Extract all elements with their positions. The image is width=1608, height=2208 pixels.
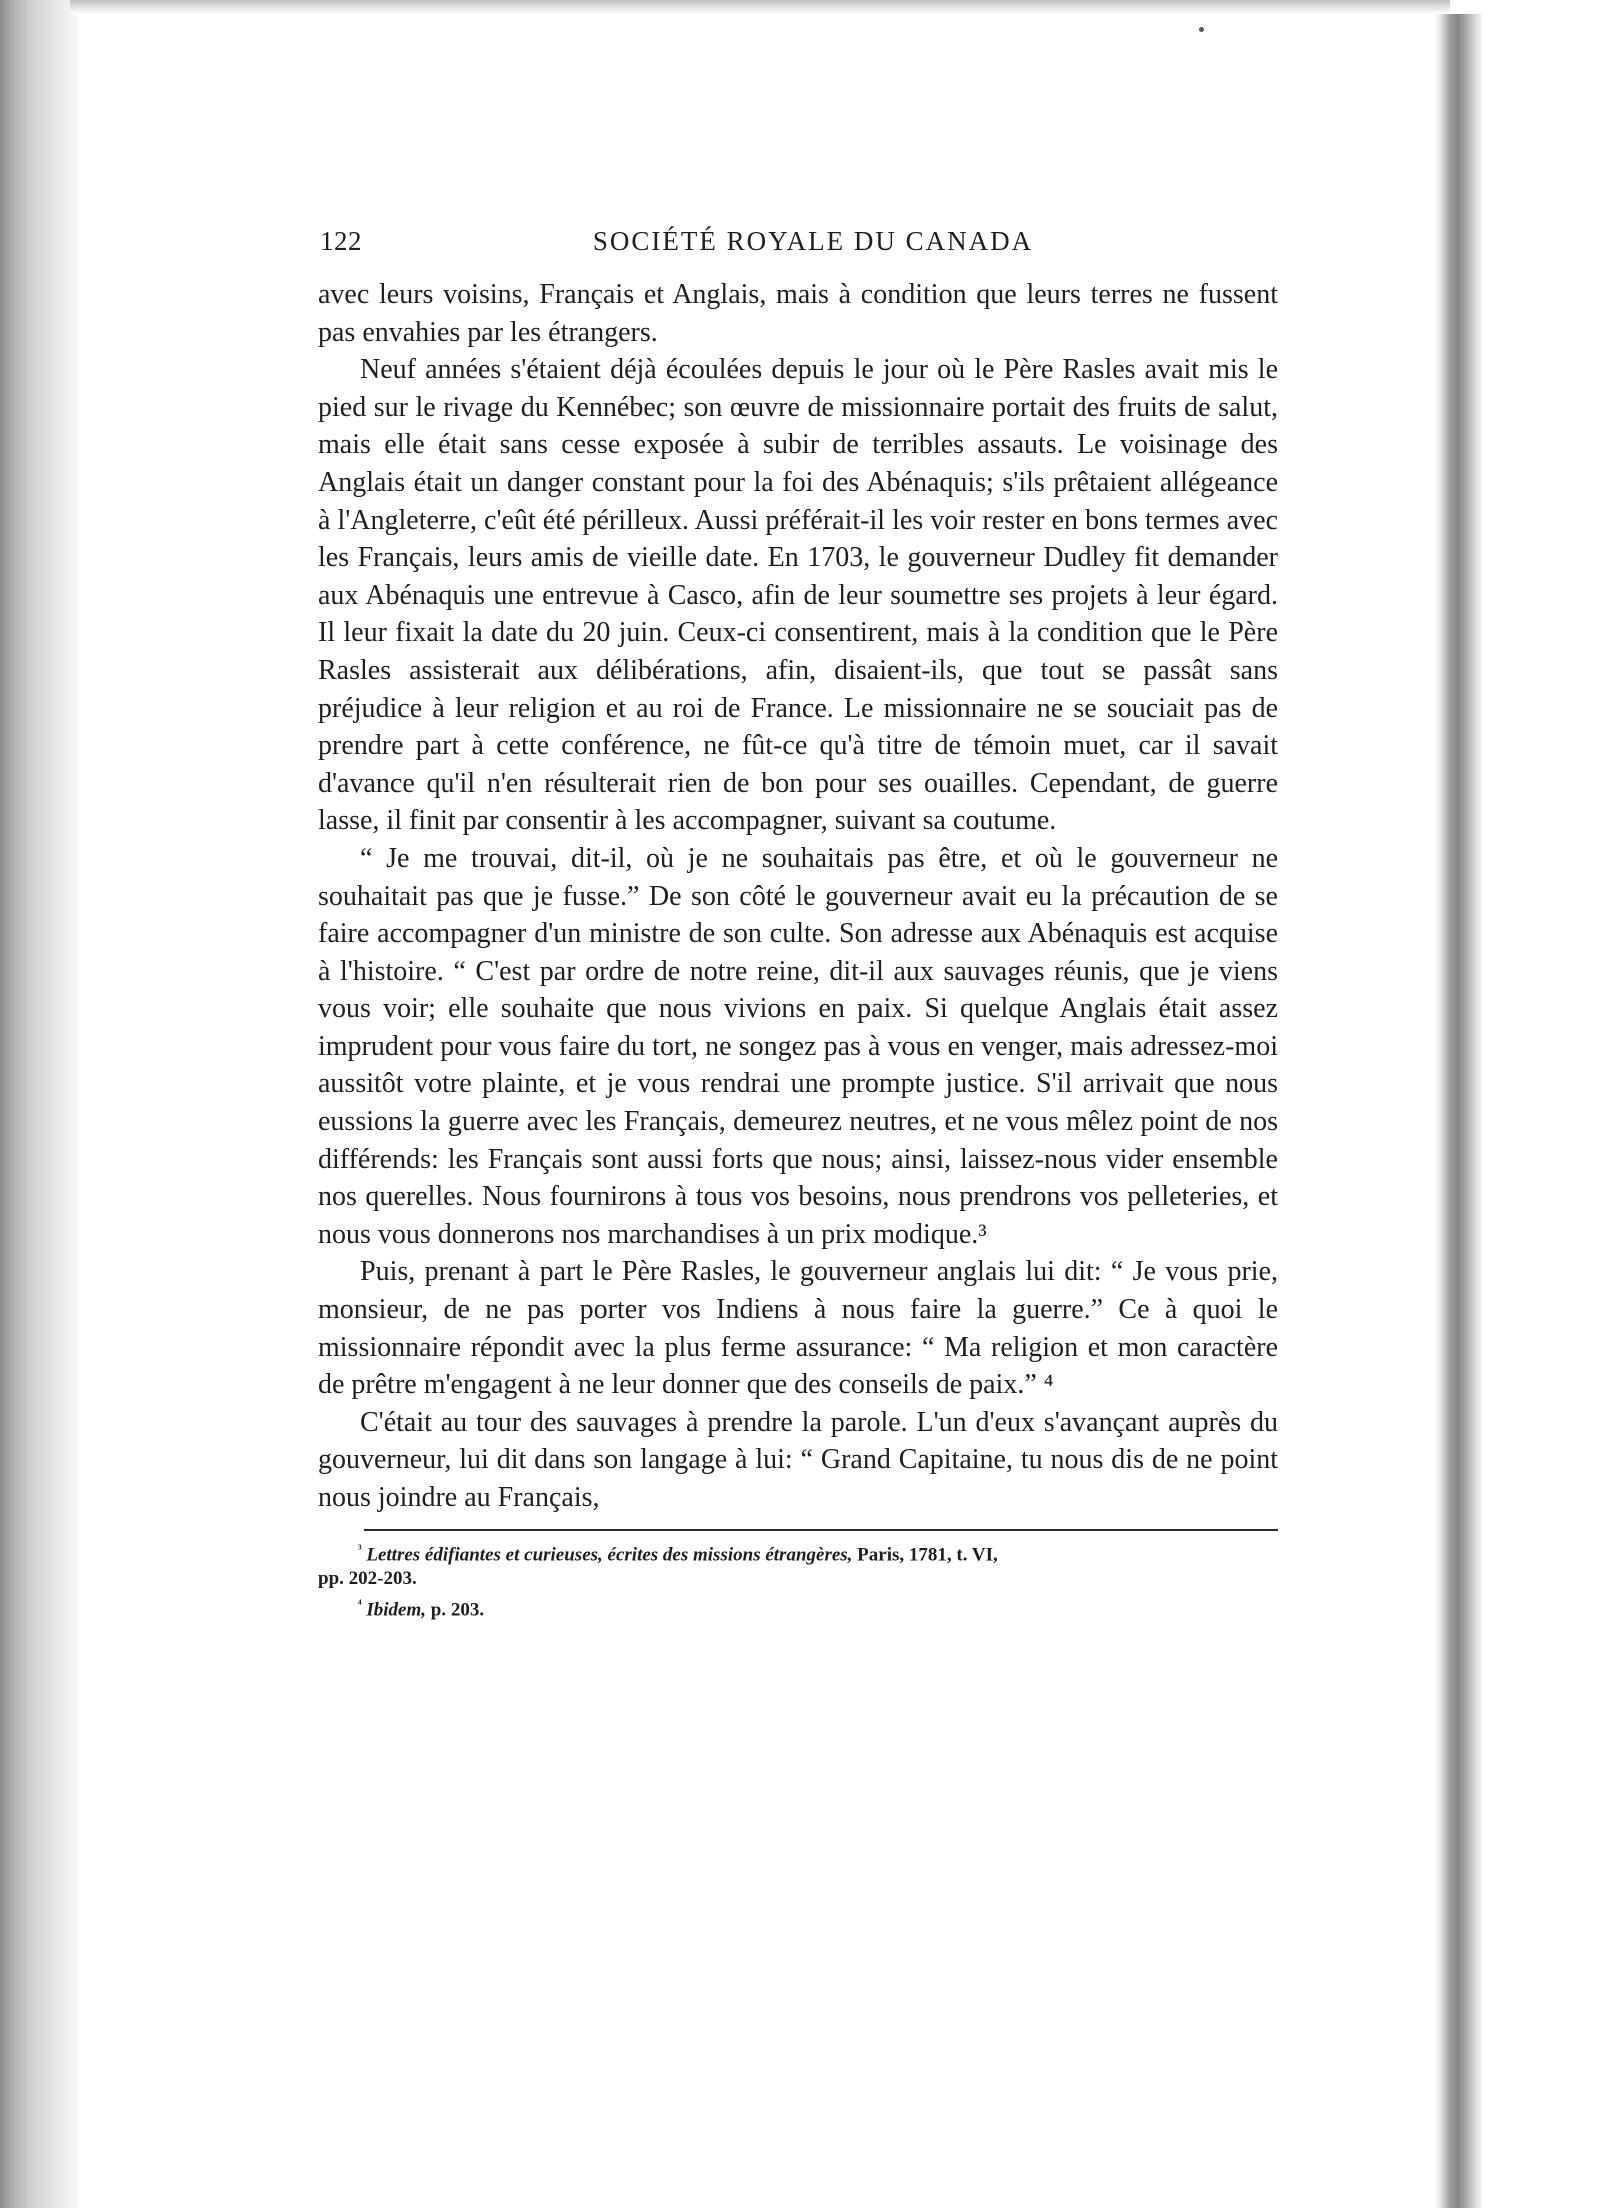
body-text: [318, 276, 1278, 1517]
paragraph-5: C'était au tour des sauvages à prendre la parole. L'un d'eux s'avançant auprès du gouverneur, lui dit dans son langage à lui: “ Grand Capitaine, tu nous dis de ne point nous joindre au Français,: [318, 1406, 1278, 1513]
footnote-4: [318, 1592, 1278, 1623]
facing-page-margin: [1482, 14, 1608, 2208]
paragraph-4: Puis, prenant à part le Père Rasles, le gouverneur anglais lui dit: “ Je vous prie, monsieur, de ne pas porter vos Indiens à nous faire la guerre.” Ce à quoi le missionnaire répondit avec la plus ferme assurance: “ Ma religion et mon caractère de prêtre m'engagent à ne leur donner que des conseils de paix.” ⁴: [318, 1256, 1278, 1401]
footnotes: [318, 1537, 1278, 1623]
scan-speck: [1199, 27, 1204, 32]
book-page: [318, 226, 1278, 1623]
footnote-4-citation: p. 203.: [426, 1599, 485, 1621]
footnote-4-title: Ibidem,: [366, 1599, 426, 1621]
paragraph-1: avec leurs voisins, Français et Anglais, mais à condition que leurs terres ne fussent pas envahies par les étrangers.: [318, 279, 1278, 348]
running-title: SOCIÉTÉ ROYALE DU CANADA: [592, 226, 1034, 256]
footnote-3: [318, 1537, 1278, 1568]
binding-gutter-shadow: [1434, 14, 1482, 2208]
footnote-3-pages: pp. 202-203.: [318, 1568, 417, 1590]
running-head: [318, 226, 1278, 270]
paragraph-3: “ Je me trouvai, dit-il, où je ne souhaitais pas être, et où le gouverneur ne souhaitait pas que je fusse.” De son côté le gouverneur avait eu la précaution de se faire accompagner d'un ministre de son culte. Son adresse aux Abénaquis est acquise à l'histoire. “ C'est par ordre de notre reine, dit-il aux sauvages réunis, que je viens vous voir; elle souhaite que nous vivions en paix. Si quelque Anglais était assez imprudent pour vous faire du tort, ne songez pas à vous en venger, mais adressez-moi aussitôt votre plainte, et je vous rendrai une prompte justice. S'il arrivait que nous eussions la guerre avec les Français, demeurez neutres, et ne vous mêlez point de nos différends: les Français sont aussi forts que nous; ainsi, laissez-nous vider ensemble nos querelles. Nous fournirons à tous vos besoins, nous prendrons vos pelleteries, et nous vous donnerons nos marchandises à un prix modique.³: [318, 842, 1278, 1250]
footnote-3-mark: ³: [358, 1541, 362, 1556]
footnote-rule: [364, 1529, 1278, 1531]
footnote-4-mark: ⁴: [358, 1596, 362, 1611]
footnote-3-title: Lettres édifiantes et curieuses, écrites des missions étrangères,: [366, 1543, 853, 1565]
left-page-edge-shadow: [0, 0, 80, 2208]
footnote-3-citation: Paris, 1781, t. VI,: [852, 1543, 998, 1565]
paragraph-2: Neuf années s'étaient déjà écoulées depuis le jour où le Père Rasles avait mis le pied sur le rivage du Kennébec; son œuvre de missionnaire portait des fruits de salut, mais elle était sans cesse exposée à subir de terribles assauts. Le voisinage des Anglais était un danger constant pour la foi des Abénaquis; s'ils prêtaient allégeance à l'Angleterre, c'eût été périlleux. Aussi préférait-il les voir rester en bons termes avec les Français, leurs amis de vieille date. En 1703, le gouverneur Dudley fit demander aux Abénaquis une entrevue à Casco, afin de leur soumettre ses projets à leur égard. Il leur fixait la date du 20 juin. Ceux-ci consentirent, mais à la condition que le Père Rasles assisterait aux délibérations, afin, disaient-ils, que tout se passât sans préjudice à leur religion et au roi de France. Le missionnaire ne se souciait pas de prendre part à cette conférence, ne fût-ce qu'à titre de témoin muet, car il savait d'avance qu'il n'en résulterait rien de bon pour ses ouailles. Cependant, de guerre lasse, il finit par consentir à les accompagner, suivant sa coutume.: [318, 354, 1278, 837]
page-number: 122: [320, 226, 362, 256]
top-page-edge-shadow: [70, 0, 1450, 14]
